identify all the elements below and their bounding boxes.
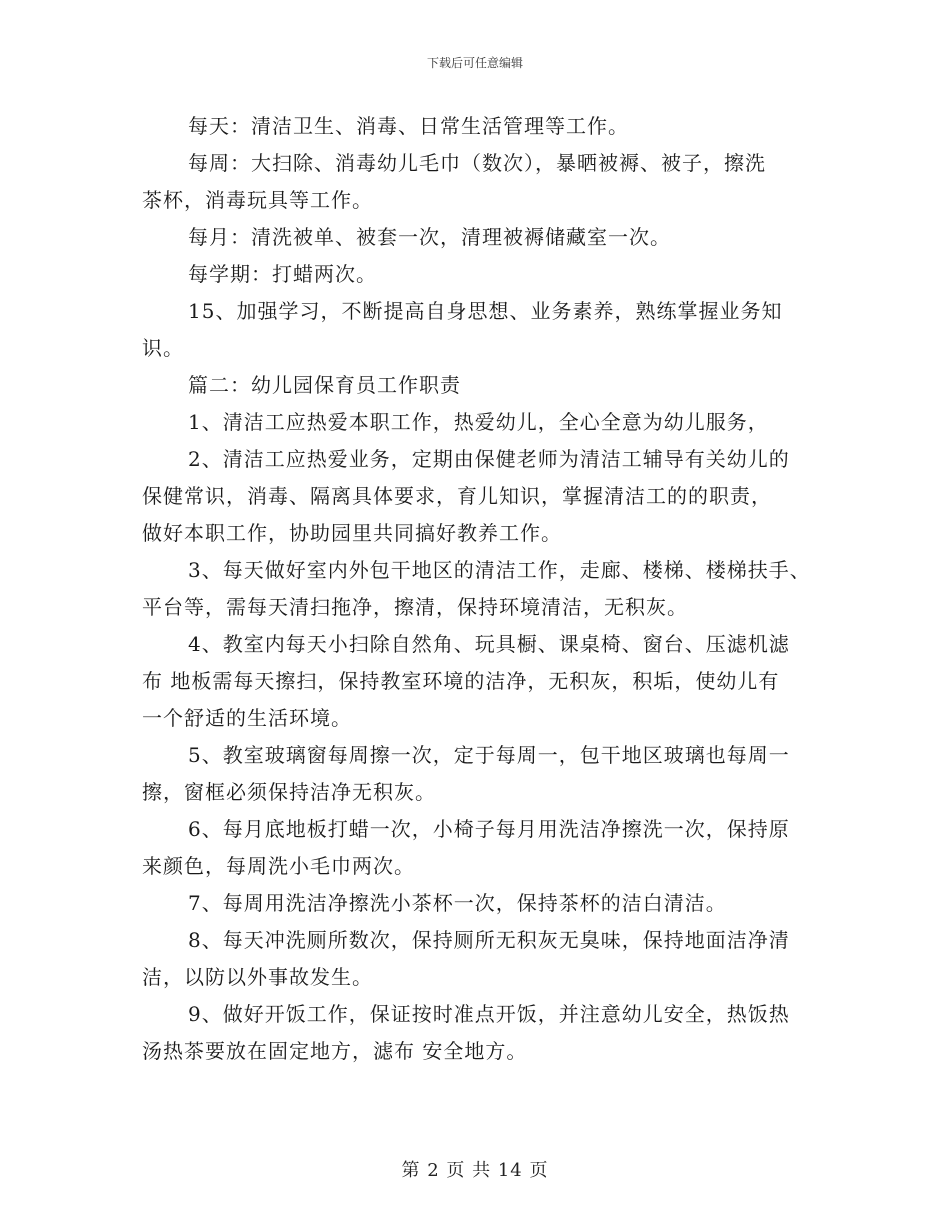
text-line: 洁，以防以外事故发生。 [142,965,373,989]
page-header: 下载后可任意编辑 [426,56,523,70]
text-line: 5、教室玻璃窗每周擦一次，定于每周一，包干地区玻璃也每周一 [188,743,790,767]
text-line: 8、每天冲洗厕所数次，保持厕所无积灰无臭味，保持地面洁净清 [188,928,790,952]
text-line: 每天：清洁卫生、消毒、日常生活管理等工作。 [188,114,629,138]
text-line: 每学期：打蜡两次。 [188,262,377,286]
text-line: 9、做好开饭工作，保证按时准点开饭，并注意幼儿安全，热饭热 [188,1002,790,1026]
text-line: 15、加强学习，不断提高自身思想、业务素养，熟练掌握业务知 [188,299,783,323]
text-line: 7、每周用洗洁净擦洗小茶杯一次，保持茶杯的洁白清洁。 [188,891,727,915]
text-line: 1、清洁工应热爱本职工作，热爱幼儿，全心全意为幼儿服务， [188,410,769,434]
text-line: 来颜色，每周洗小毛巾两次。 [142,854,415,878]
text-line: 6、每月底地板打蜡一次，小椅子每月用洗洁净擦洗一次，保持原 [188,817,790,841]
text-line: 每周：大扫除、消毒幼儿毛巾（数次），暴晒被褥、被子，擦洗 [188,151,766,175]
page-footer: 第 2 页 共 14 页 [401,1160,549,1181]
text-line: 茶杯，消毒玩具等工作。 [142,188,373,212]
text-line: 篇二：幼儿园保育员工作职责 [188,373,461,397]
text-line: 做好本职工作，协助园里共同搞好教养工作。 [142,521,562,545]
text-line: 识。 [142,336,184,360]
text-line: 平台等，需每天清扫拖净，擦清，保持环境清洁，无积灰。 [142,595,688,619]
text-line: 2、清洁工应热爱业务，定期由保健老师为清洁工辅导有关幼儿的 [188,447,790,471]
text-line: 4、教室内每天小扫除自然角、玩具橱、课桌椅、窗台、压滤机滤 [188,632,790,656]
text-line: 一个舒适的生活环境。 [142,706,352,730]
text-line: 擦，窗框必须保持洁净无积灰。 [142,780,436,804]
text-line: 保健常识，消毒、隔离具体要求，育儿知识，掌握清洁工的的职责， [142,484,772,508]
text-line: 汤热茶要放在固定地方，滤布 安全地方。 [142,1039,528,1063]
text-line: 每月：清洗被单、被套一次，清理被褥储藏室一次。 [188,225,671,249]
text-line: 布 地板需每天擦扫，保持教室环境的洁净，无积灰，积垢，使幼儿有 [142,669,780,693]
document-body [142,108,814,1070]
text-line: 3、每天做好室内外包干地区的清洁工作，走廊、楼梯、楼梯扶手、 [188,558,811,582]
